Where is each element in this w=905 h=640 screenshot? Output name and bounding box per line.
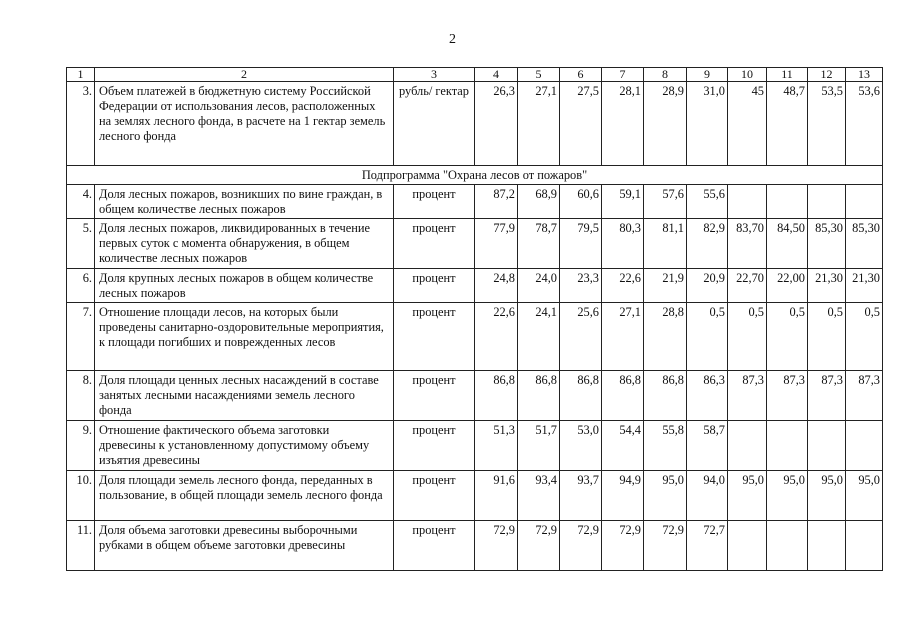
row-number: 5. (67, 219, 95, 269)
value-cell: 21,9 (644, 269, 687, 303)
value-cell (767, 521, 808, 571)
row-number: 6. (67, 269, 95, 303)
value-cell: 94,9 (602, 471, 644, 521)
value-cell: 57,6 (644, 185, 687, 219)
indicator-name: Доля площади ценных лесных насаждений в составе занятых лесными насаждениями земель лесного фонда (95, 371, 394, 421)
value-cell: 60,6 (560, 185, 602, 219)
value-cell (808, 421, 846, 471)
value-cell: 72,7 (687, 521, 728, 571)
value-cell (767, 421, 808, 471)
value-cell: 22,00 (767, 269, 808, 303)
value-cell: 27,1 (602, 303, 644, 371)
value-cell: 87,2 (475, 185, 518, 219)
indicators-table (66, 67, 883, 571)
value-cell (728, 521, 767, 571)
value-cell: 28,8 (644, 303, 687, 371)
value-cell: 72,9 (560, 521, 602, 571)
value-cell: 95,0 (846, 471, 883, 521)
value-cell: 28,1 (602, 82, 644, 166)
header-cell: 5 (518, 68, 560, 82)
value-cell: 87,3 (767, 371, 808, 421)
unit-cell: процент (394, 269, 475, 303)
value-cell: 22,6 (602, 269, 644, 303)
value-cell: 24,1 (518, 303, 560, 371)
value-cell: 72,9 (644, 521, 687, 571)
value-cell (846, 521, 883, 571)
value-cell: 51,7 (518, 421, 560, 471)
value-cell: 31,0 (687, 82, 728, 166)
value-cell (728, 185, 767, 219)
value-cell: 20,9 (687, 269, 728, 303)
value-cell: 82,9 (687, 219, 728, 269)
value-cell: 81,1 (644, 219, 687, 269)
value-cell: 28,9 (644, 82, 687, 166)
value-cell (846, 421, 883, 471)
header-cell: 2 (95, 68, 394, 82)
value-cell: 0,5 (687, 303, 728, 371)
unit-cell: рубль/ гектар (394, 82, 475, 166)
row-number: 4. (67, 185, 95, 219)
unit-cell: процент (394, 421, 475, 471)
indicator-name: Доля лесных пожаров, ликвидированных в течение первых суток с момента обнаружения, в общем количестве лесных пожаров (95, 219, 394, 269)
value-cell: 68,9 (518, 185, 560, 219)
value-cell: 86,3 (687, 371, 728, 421)
header-cell: 12 (808, 68, 846, 82)
value-cell: 72,9 (475, 521, 518, 571)
header-cell: 13 (846, 68, 883, 82)
value-cell: 27,5 (560, 82, 602, 166)
value-cell: 86,8 (475, 371, 518, 421)
header-cell: 6 (560, 68, 602, 82)
value-cell: 93,4 (518, 471, 560, 521)
value-cell: 86,8 (644, 371, 687, 421)
value-cell: 95,0 (767, 471, 808, 521)
table-row (67, 371, 883, 421)
value-cell: 79,5 (560, 219, 602, 269)
column-number-header-row (67, 68, 883, 82)
value-cell: 53,5 (808, 82, 846, 166)
value-cell: 85,30 (846, 219, 883, 269)
row-number: 3. (67, 82, 95, 166)
value-cell: 48,7 (767, 82, 808, 166)
value-cell: 21,30 (846, 269, 883, 303)
header-cell: 3 (394, 68, 475, 82)
indicator-name: Доля площади земель лесного фонда, переданных в пользование, в общей площади земель лесного фонда (95, 471, 394, 521)
table-row (67, 303, 883, 371)
value-cell (808, 521, 846, 571)
indicator-name: Доля объема заготовки древесины выборочными рубками в общем объеме заготовки древесины (95, 521, 394, 571)
row-number: 11. (67, 521, 95, 571)
value-cell: 80,3 (602, 219, 644, 269)
value-cell: 55,6 (687, 185, 728, 219)
value-cell: 84,50 (767, 219, 808, 269)
table-row (67, 471, 883, 521)
value-cell: 83,70 (728, 219, 767, 269)
table-row (67, 219, 883, 269)
value-cell: 27,1 (518, 82, 560, 166)
value-cell: 86,8 (602, 371, 644, 421)
value-cell: 58,7 (687, 421, 728, 471)
value-cell (767, 185, 808, 219)
subprogram-row (67, 166, 883, 185)
value-cell: 21,30 (808, 269, 846, 303)
value-cell: 53,0 (560, 421, 602, 471)
table-row (67, 421, 883, 471)
value-cell: 94,0 (687, 471, 728, 521)
table-row (67, 185, 883, 219)
value-cell: 24,0 (518, 269, 560, 303)
value-cell: 72,9 (602, 521, 644, 571)
value-cell (728, 421, 767, 471)
value-cell: 24,8 (475, 269, 518, 303)
subprogram-title: Подпрограмма "Охрана лесов от пожаров" (67, 166, 883, 185)
value-cell: 0,5 (846, 303, 883, 371)
indicator-name: Отношение фактического объема заготовки древесины к установленному допустимому объему изъятия древесины (95, 421, 394, 471)
row-number: 9. (67, 421, 95, 471)
indicator-name: Отношение площади лесов, на которых были проведены санитарно-оздоровительные мероприятия, к площади погибших и поврежденных лесов (95, 303, 394, 371)
value-cell: 85,30 (808, 219, 846, 269)
value-cell (846, 185, 883, 219)
value-cell: 78,7 (518, 219, 560, 269)
value-cell: 25,6 (560, 303, 602, 371)
value-cell: 22,6 (475, 303, 518, 371)
header-cell: 7 (602, 68, 644, 82)
value-cell: 0,5 (808, 303, 846, 371)
indicator-name: Доля лесных пожаров, возникших по вине граждан, в общем количестве лесных пожаров (95, 185, 394, 219)
value-cell: 86,8 (518, 371, 560, 421)
unit-cell: процент (394, 371, 475, 421)
unit-cell: процент (394, 521, 475, 571)
row-number: 10. (67, 471, 95, 521)
value-cell: 95,0 (728, 471, 767, 521)
row-number: 8. (67, 371, 95, 421)
indicator-name: Объем платежей в бюджетную систему Российской Федерации от использования лесов, расположенных на землях лесного фонда, в расчете на 1 гектар земель лесного фонда (95, 82, 394, 166)
header-cell: 9 (687, 68, 728, 82)
value-cell (808, 185, 846, 219)
unit-cell: процент (394, 471, 475, 521)
value-cell: 91,6 (475, 471, 518, 521)
value-cell: 53,6 (846, 82, 883, 166)
value-cell: 0,5 (767, 303, 808, 371)
indicator-name: Доля крупных лесных пожаров в общем количестве лесных пожаров (95, 269, 394, 303)
row-number: 7. (67, 303, 95, 371)
header-cell: 11 (767, 68, 808, 82)
value-cell: 87,3 (846, 371, 883, 421)
value-cell: 87,3 (808, 371, 846, 421)
unit-cell: процент (394, 185, 475, 219)
value-cell: 0,5 (728, 303, 767, 371)
page-number: 2 (449, 32, 456, 47)
value-cell: 93,7 (560, 471, 602, 521)
value-cell: 55,8 (644, 421, 687, 471)
value-cell: 95,0 (644, 471, 687, 521)
value-cell: 59,1 (602, 185, 644, 219)
value-cell: 77,9 (475, 219, 518, 269)
value-cell: 23,3 (560, 269, 602, 303)
header-cell: 10 (728, 68, 767, 82)
table-row (67, 82, 883, 166)
unit-cell: процент (394, 219, 475, 269)
header-cell: 8 (644, 68, 687, 82)
value-cell: 54,4 (602, 421, 644, 471)
value-cell: 26,3 (475, 82, 518, 166)
unit-cell: процент (394, 303, 475, 371)
header-cell: 1 (67, 68, 95, 82)
value-cell: 87,3 (728, 371, 767, 421)
value-cell: 95,0 (808, 471, 846, 521)
header-cell: 4 (475, 68, 518, 82)
table-row (67, 521, 883, 571)
value-cell: 72,9 (518, 521, 560, 571)
value-cell: 22,70 (728, 269, 767, 303)
table-row (67, 269, 883, 303)
value-cell: 51,3 (475, 421, 518, 471)
value-cell: 45 (728, 82, 767, 166)
value-cell: 86,8 (560, 371, 602, 421)
